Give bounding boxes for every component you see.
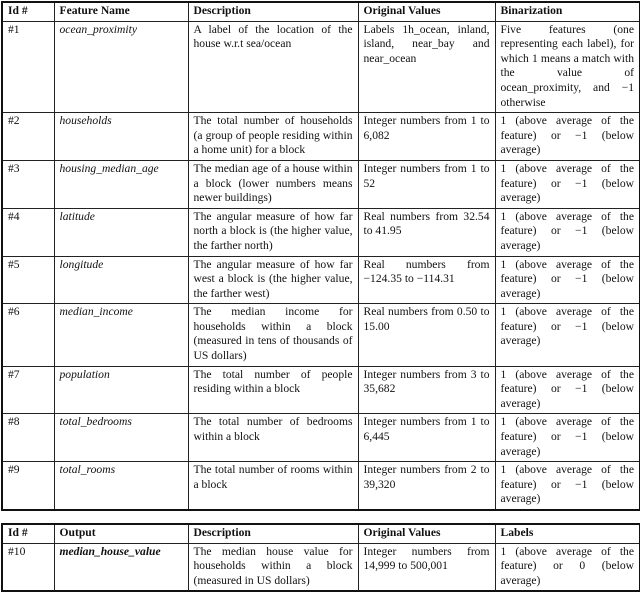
table-row xyxy=(2,304,640,366)
id-cell: #6 xyxy=(2,304,54,366)
values-cell: Integer numbers from 2 to 39,320 xyxy=(358,462,495,510)
binarization-cell: 1 (above average of the feature) or 0 (below average) xyxy=(495,543,640,591)
table-row xyxy=(2,160,640,208)
name-cell: households xyxy=(54,113,188,161)
header-row xyxy=(2,524,640,543)
description-cell: The angular measure of how far north a block is (the higher value, the farther north) xyxy=(188,208,358,256)
description-cell: The total number of people residing within a block xyxy=(188,366,358,414)
binarization-cell: 1 (above average of the feature) or −1 (below average) xyxy=(495,256,640,304)
column-header: Original Values xyxy=(358,2,495,21)
values-cell: Real numbers from −124.35 to −114.31 xyxy=(358,256,495,304)
table-row xyxy=(2,256,640,304)
name-cell: median_income xyxy=(54,304,188,366)
binarization-cell: 1 (above average of the feature) or −1 (below average) xyxy=(495,414,640,462)
name-cell: ocean_proximity xyxy=(54,21,188,113)
column-header: Id # xyxy=(2,2,54,21)
name-cell: population xyxy=(54,366,188,414)
binarization-cell: 1 (above average of the feature) or −1 (below average) xyxy=(495,366,640,414)
values-cell: Integer numbers from 3 to 35,682 xyxy=(358,366,495,414)
description-cell: The median age of a house within a block (lower numbers means newer buildings) xyxy=(188,160,358,208)
description-cell: A label of the location of the house w.r.t sea/ocean xyxy=(188,21,358,113)
id-cell: #3 xyxy=(2,160,54,208)
name-cell: total_rooms xyxy=(54,462,188,510)
column-header: Labels xyxy=(495,524,640,543)
id-cell: #4 xyxy=(2,208,54,256)
column-header: Binarization xyxy=(495,2,640,21)
column-header: Id # xyxy=(2,524,54,543)
table-row xyxy=(2,462,640,510)
name-cell: total_bedrooms xyxy=(54,414,188,462)
name-cell: median_house_value xyxy=(54,543,188,591)
id-cell: #10 xyxy=(2,543,54,591)
table-row xyxy=(2,543,640,591)
table-row xyxy=(2,366,640,414)
binarization-cell: 1 (above average of the feature) or −1 (below average) xyxy=(495,462,640,510)
header-row xyxy=(2,2,640,21)
description-cell: The median income for households within a block (measured in tens of thousands of US dollars) xyxy=(188,304,358,366)
table-row xyxy=(2,208,640,256)
id-cell: #8 xyxy=(2,414,54,462)
column-header: Original Values xyxy=(358,524,495,543)
column-header: Output xyxy=(54,524,188,543)
name-cell: longitude xyxy=(54,256,188,304)
output-table xyxy=(1,523,640,592)
name-cell: latitude xyxy=(54,208,188,256)
id-cell: #5 xyxy=(2,256,54,304)
binarization-cell: 1 (above average of the feature) or −1 (below average) xyxy=(495,208,640,256)
table-row xyxy=(2,113,640,161)
description-cell: The total number of households (a group of people residing within a home unit) for a block xyxy=(188,113,358,161)
values-cell: Real numbers from 32.54 to 41.95 xyxy=(358,208,495,256)
values-cell: Integer numbers from 14,999 to 500,001 xyxy=(358,543,495,591)
binarization-cell: Five features (one representing each label), for which 1 means a match with the value of ocean_proximity, and −1 otherwise xyxy=(495,21,640,113)
column-header: Description xyxy=(188,524,358,543)
id-cell: #1 xyxy=(2,21,54,113)
binarization-cell: 1 (above average of the feature) or −1 (below average) xyxy=(495,304,640,366)
table-row xyxy=(2,21,640,113)
id-cell: #2 xyxy=(2,113,54,161)
id-cell: #9 xyxy=(2,462,54,510)
description-cell: The angular measure of how far west a block is (the higher value, the farther west) xyxy=(188,256,358,304)
binarization-cell: 1 (above average of the feature) or −1 (below average) xyxy=(495,160,640,208)
features-table xyxy=(1,1,640,511)
name-cell: housing_median_age xyxy=(54,160,188,208)
description-cell: The median house value for households within a block (measured in US dollars) xyxy=(188,543,358,591)
description-cell: The total number of bedrooms within a block xyxy=(188,414,358,462)
table-row xyxy=(2,414,640,462)
binarization-cell: 1 (above average of the feature) or −1 (below average) xyxy=(495,113,640,161)
id-cell: #7 xyxy=(2,366,54,414)
description-cell: The total number of rooms within a block xyxy=(188,462,358,510)
values-cell: Integer numbers from 1 to 6,445 xyxy=(358,414,495,462)
column-header: Feature Name xyxy=(54,2,188,21)
values-cell: Real numbers from 0.50 to 15.00 xyxy=(358,304,495,366)
values-cell: Integer numbers from 1 to 6,082 xyxy=(358,113,495,161)
column-header: Description xyxy=(188,2,358,21)
values-cell: Labels 1h_ocean, inland, island, near_bay and near_ocean xyxy=(358,21,495,113)
values-cell: Integer numbers from 1 to 52 xyxy=(358,160,495,208)
